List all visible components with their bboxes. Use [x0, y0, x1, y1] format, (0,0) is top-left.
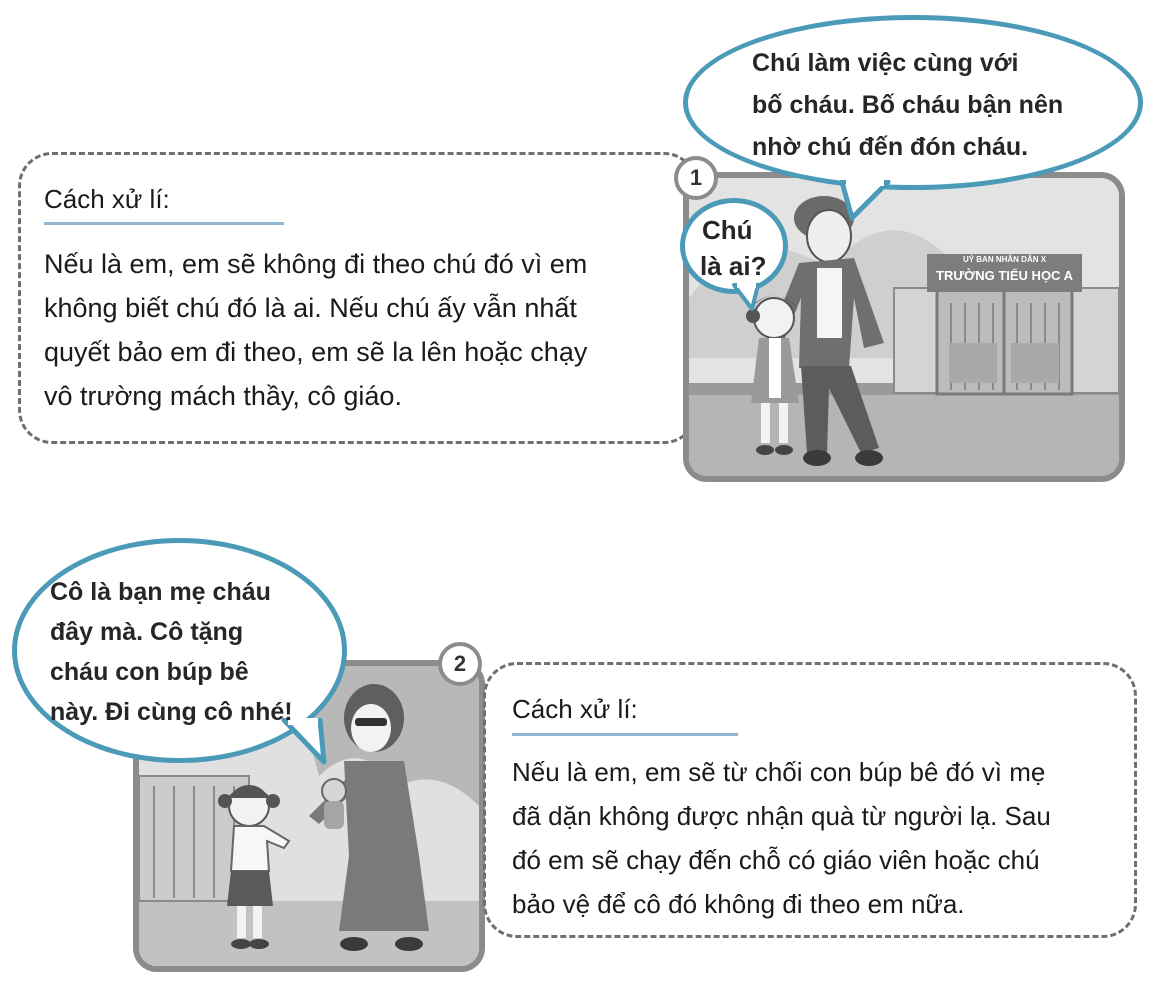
speech-line: nhờ chú đến đón cháu.	[752, 133, 1029, 161]
school-sign	[927, 254, 1082, 292]
situation-number-2: 2	[438, 642, 482, 686]
speech-line: cháu con búp bê	[50, 658, 249, 686]
heading-underline-1	[44, 222, 284, 225]
heading-underline-2	[512, 733, 738, 736]
situation-number-1: 1	[674, 156, 718, 200]
speech-line: là ai?	[700, 251, 767, 281]
answer-line: quyết bảo em đi theo, em sẽ la lên hoặc chạy	[44, 337, 588, 367]
answer-line: vô trường mách thầy, cô giáo.	[44, 381, 402, 411]
child-speech-text-1	[700, 212, 780, 284]
speech-line: này. Đi cùng cô nhé!	[50, 698, 293, 726]
speech-line: Chú	[702, 215, 753, 245]
answer-line: đó em sẽ chạy đến chỗ có giáo viên hoặc chú	[512, 845, 1040, 875]
answer-line: Nếu là em, em sẽ từ chối con búp bê đó vì mẹ	[512, 757, 1046, 787]
answer-line: không biết chú đó là ai. Nếu chú ấy vẫn nhất	[44, 293, 577, 323]
speech-bubble-tail-child-1	[730, 283, 766, 313]
adult-speech-text-1	[752, 42, 1112, 168]
answer-line: bảo vệ để cô đó không đi theo em nữa.	[512, 889, 965, 919]
answer-heading-1: Cách xử lí:	[44, 184, 170, 214]
answer-heading-2: Cách xử lí:	[512, 694, 638, 724]
answer-line: đã dặn không được nhận quà từ người lạ. Sau	[512, 801, 1051, 831]
school-sign-top: UỶ BAN NHÂN DÂN X	[962, 255, 1047, 264]
answer-text-2	[512, 750, 1127, 926]
speech-line: bố cháu. Bố cháu bận nên	[752, 91, 1064, 119]
speech-bubble-tail-1	[840, 180, 900, 225]
speech-line: đây mà. Cô tặng	[50, 618, 244, 646]
speech-line: Chú làm việc cùng với	[752, 49, 1019, 77]
adult-speech-text-2	[50, 572, 312, 732]
school-sign-main: TRƯỜNG TIỂU HỌC A	[936, 268, 1073, 283]
speech-line: Cô là bạn mẹ cháu	[50, 578, 271, 606]
answer-text-1	[44, 242, 684, 418]
answer-line: Nếu là em, em sẽ không đi theo chú đó vì em	[44, 249, 588, 279]
